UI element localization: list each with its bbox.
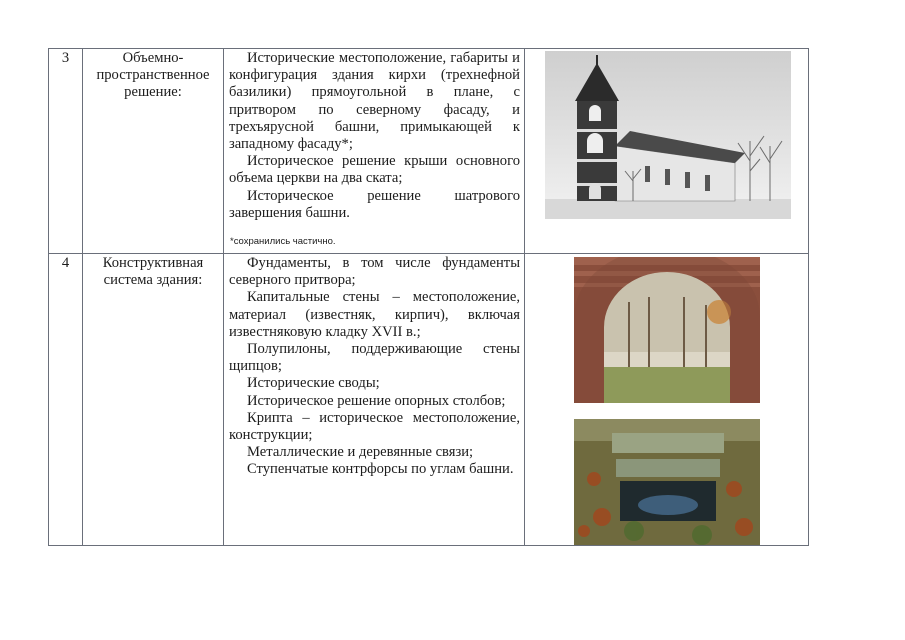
description-paragraph: Полупилоны, поддерживающие стены щипцов; [229,341,520,375]
row-image-cell [525,49,809,254]
church-illustration [545,51,791,219]
row-description-cell [224,49,525,254]
description-paragraph: Историческое решение шатрового завершения башни. [229,187,520,221]
row-number: 4 [61,255,70,271]
heritage-table [48,48,809,546]
church-photo [545,51,791,219]
vault-arch-illustration [574,257,760,403]
description-paragraph: Исторические своды; [247,375,380,392]
row-title-cell [83,254,224,546]
row-title-cell [83,49,224,254]
description-paragraph: Крипта – историческое местоположение, конструкции; [229,409,520,444]
crypt-illustration [574,419,760,545]
row-description-cell [224,254,525,546]
row-title: Конструктивная система здания: [102,255,204,289]
row-number-cell [49,254,83,546]
description-paragraph: Металлические и деревянные связи; [247,444,474,461]
description-paragraph: Историческое решение крыши основного объема церкви на два ската; [229,153,520,187]
vault-arch-photo [574,257,760,403]
crypt-photo [574,419,760,545]
table-row [49,254,809,546]
row-image-cell [525,254,809,546]
row-number-cell [49,49,83,254]
description [224,49,524,222]
description-paragraph: Капитальные стены – местоположение, материал (известняк, кирпич), включая известняковую кладку XVII в.; [229,289,520,340]
description [224,254,524,479]
description-paragraph: Фундаменты, в том числе фундаменты северного притвора; [229,255,520,289]
row-title: Объемно-пространственное решение: [96,50,210,101]
description-paragraph: Историческое решение опорных столбов; [247,392,506,409]
description-paragraph: Ступенчатые контрфорсы по углам башни. [247,461,514,478]
table-row [49,49,809,254]
description-paragraph: Исторические местоположение, габариты и конфигурация здания кирхи (трехнефной базилики) прямоугольной в плане, с притвором по северному фасаду, и трехъярусной башни, примыкающей к западному фасаду*; [229,50,520,153]
footnote: *сохранились частично. [230,236,336,248]
row-number: 3 [61,50,70,66]
